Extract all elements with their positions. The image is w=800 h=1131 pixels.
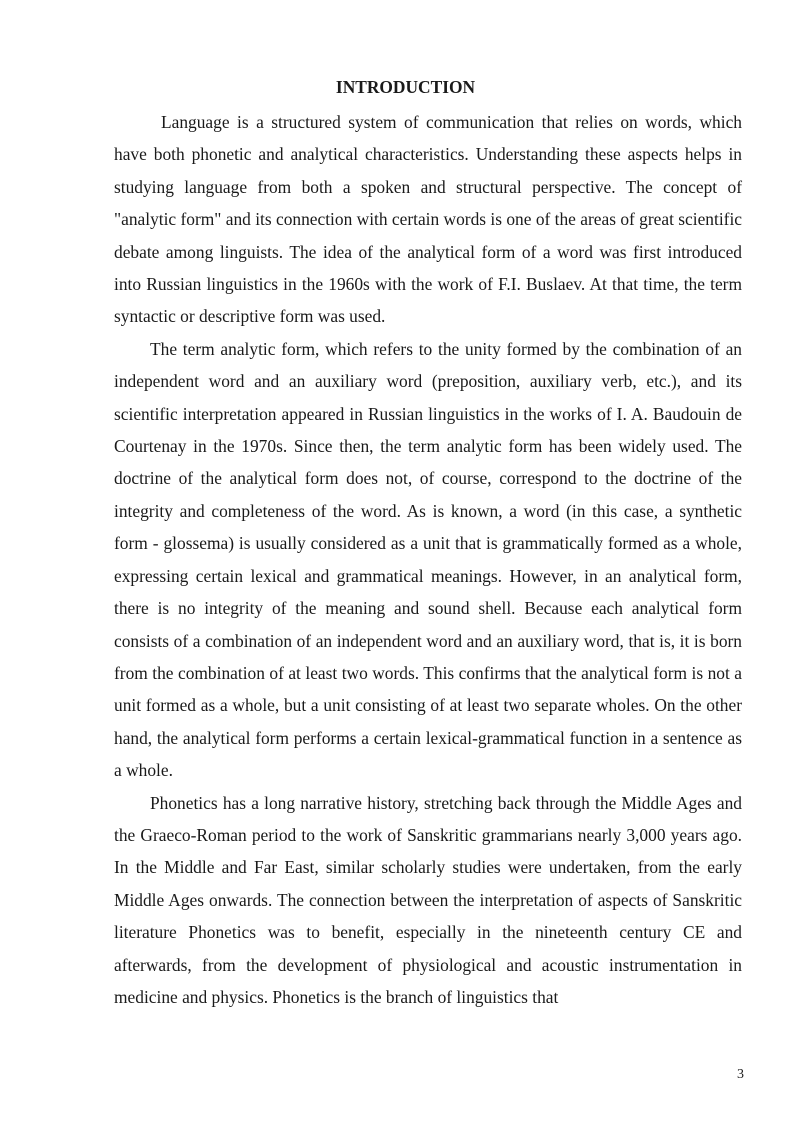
- paragraph-2: The term analytic form, which refers to the unity formed by the combination of an independent word and an auxiliary word (preposition, auxiliary verb, etc.), and its scientific interpretation appeared in Russian linguistics in the works of I. A. Baudouin de Courtenay in the 1970s. Since then, the term analytic form has been widely used. The doctrine of the analytical form does not, of course, correspond to the doctrine of the integrity and completeness of the word. As is known, a word (in this case, a synthetic form - glossema) is usually considered as a unit that is grammatically formed as a whole, expressing certain lexical and grammatical meanings. However, in an analytical form, there is no integrity of the meaning and sound shell. Because each analytical form consists of a combination of an independent word and an auxiliary word, that is, it is born from the combination of at least two words. This confirms that the analytical form is not a unit formed as a whole, but a unit consisting of at least two separate wholes. On the other hand, the analytical form performs a certain lexical-grammatical function in a sentence as a whole.: [114, 338, 742, 781]
- paragraph-3: Phonetics has a long narrative history, stretching back through the Middle Ages and the Graeco-Roman period to the work of Sanskritic grammarians nearly 3,000 years ago. In the Middle and Far East, similar scholarly studies were undertaken, from the early Middle Ages onwards. The connection between the interpretation of aspects of Sanskritic literature Phonetics was to benefit, especially in the nineteenth century CE and afterwards, from the development of physiological and acoustic instrumentation in medicine and physics. Phonetics is the branch of linguistics that: [114, 792, 742, 1007]
- page-title: INTRODUCTION: [335, 77, 476, 97]
- paragraph-1: Language is a structured system of communication that relies on words, which have both phonetic and analytical characteristics. Understanding these aspects helps in studying language from both a spoken and structural perspective. The concept of "analytic form" and its connection with certain words is one of the areas of great scientific debate among linguists. The idea of the analytical form of a word was first introduced into Russian linguistics in the 1960s with the work of F.I. Buslaev. At that time, the term syntactic or descriptive form was used.: [114, 112, 742, 327]
- page-number: 3: [737, 1067, 744, 1082]
- body-text: [114, 106, 742, 1013]
